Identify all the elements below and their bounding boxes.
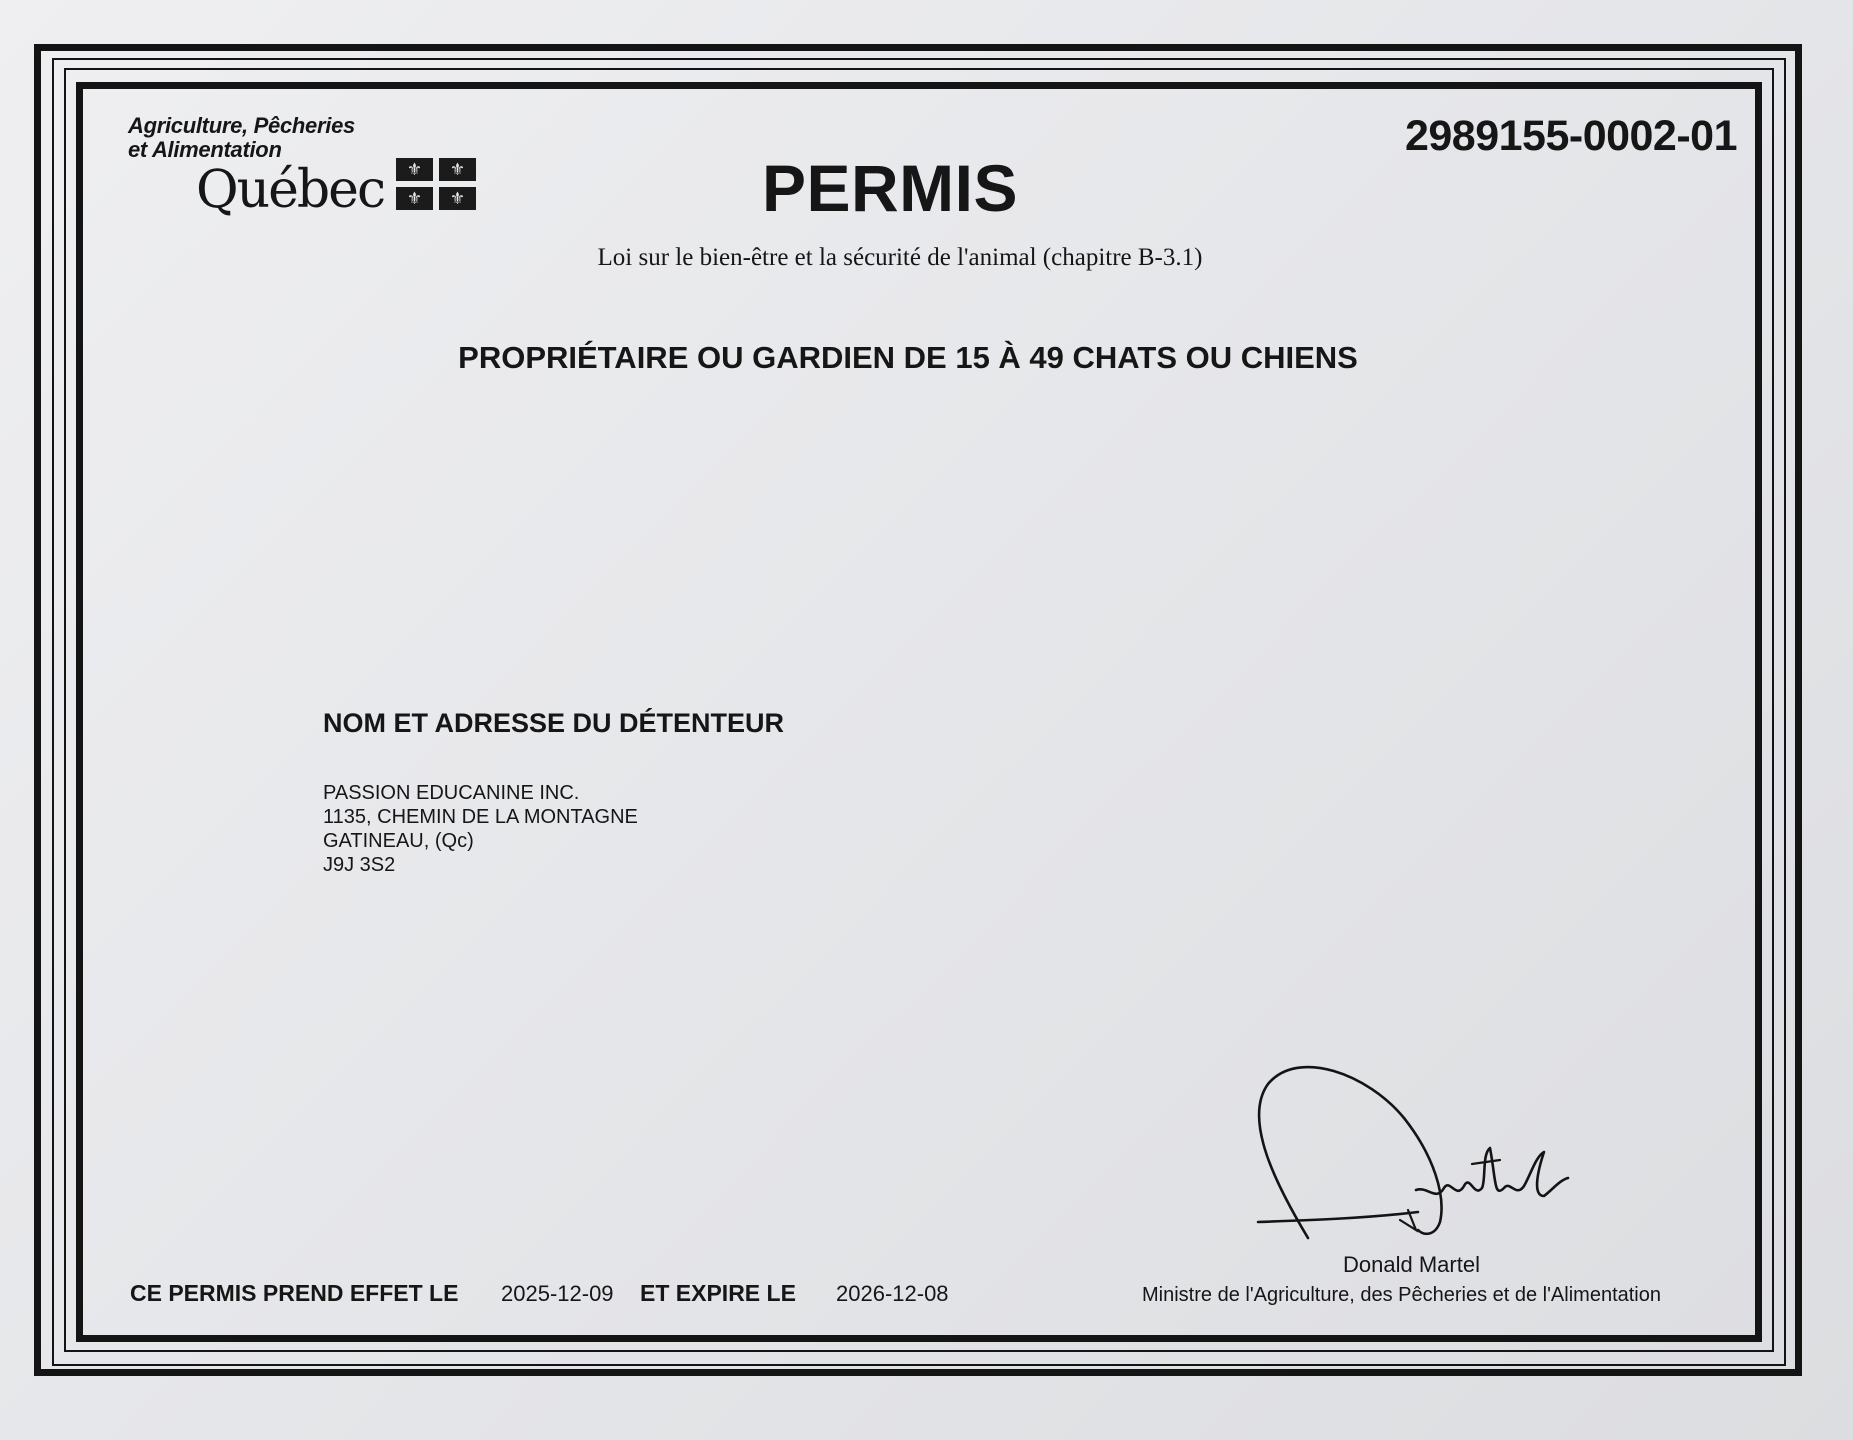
effective-date: 2025-12-09 — [501, 1281, 614, 1306]
fleur-de-lis-icon: ⚜ — [396, 187, 433, 210]
holder-street: 1135, CHEMIN DE LA MONTAGNE — [323, 806, 638, 828]
ministry-line-1: Agriculture, Pêcheries — [128, 113, 355, 138]
signatory-title: Ministre de l'Agriculture, des Pêcheries et de l'Alimentation — [1142, 1284, 1661, 1306]
holder-address — [323, 781, 638, 877]
quebec-wordmark: Québec — [196, 160, 385, 220]
effective-label: CE PERMIS PREND EFFET LE — [130, 1280, 459, 1306]
permit-number: 2989155-0002-01 — [1404, 112, 1737, 160]
expiry-date: 2026-12-08 — [836, 1281, 949, 1306]
holder-postal-code: J9J 3S2 — [323, 854, 396, 876]
signatory-name: Donald Martel — [1343, 1252, 1480, 1277]
holder-city: GATINEAU, (Qc) — [323, 830, 474, 852]
fleur-de-lis-icon: ⚜ — [439, 158, 476, 181]
document-title: PERMIS — [761, 151, 1019, 225]
fleur-de-lis-icon: ⚜ — [439, 187, 476, 210]
ministry-line-2: et Alimentation — [128, 137, 282, 162]
fleur-de-lis-icon: ⚜ — [396, 158, 433, 181]
handwritten-signature — [1250, 1060, 1570, 1250]
holder-heading: NOM ET ADRESSE DU DÉTENTEUR — [323, 708, 785, 738]
law-reference: Loi sur le bien-être et la sécurité de l'animal (chapitre B-3.1) — [597, 244, 1203, 271]
expiry-label: ET EXPIRE LE — [640, 1280, 796, 1306]
holder-name: PASSION EDUCANINE INC. — [323, 782, 580, 804]
permit-category: PROPRIÉTAIRE OU GARDIEN DE 15 À 49 CHATS OU CHIENS — [458, 340, 1358, 375]
